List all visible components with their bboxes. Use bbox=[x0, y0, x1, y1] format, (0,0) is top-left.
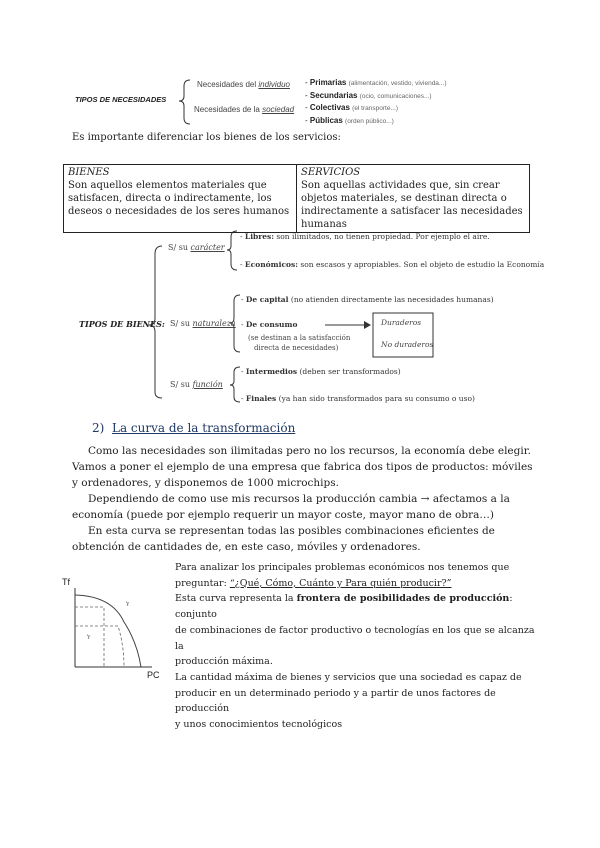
right-text-line: producción máxima. bbox=[175, 656, 273, 668]
right-text-line: La cantidad máxima de bienes y servicios que una sociedad es capaz de bbox=[175, 671, 522, 683]
necesidad-item: - Colectivas (el transporte...) bbox=[305, 103, 399, 112]
necesidad-item: - Secundarias (ocio, comunicaciones...) bbox=[305, 90, 432, 100]
bienes-title: BIENES bbox=[68, 167, 110, 178]
bien-economicos: - Económicos: son escasos y apropiables. Son el objeto de estudio la Economía bbox=[240, 260, 545, 269]
no-duraderos-label: No duraderos bbox=[381, 340, 434, 349]
graph-x-label: PC bbox=[147, 670, 160, 680]
graph-y-label: Tf bbox=[62, 577, 70, 587]
bien-consumo: - De consumo bbox=[241, 320, 298, 329]
paragraph-2: Dependiendo de como use mis recursos la producción cambia → afectamos a la economía (puede por ejemplo requerir un mayor coste, mayor mano de obra…) bbox=[72, 493, 510, 521]
servicios-text: Son aquellas actividades que, sin crear objetos materiales, se destinan directa o indirectamente a satisfacer las necesidades humanas bbox=[301, 180, 523, 230]
necesidades-sociedad: Necesidades de la sociedad bbox=[194, 105, 295, 114]
bienes-caracter: S/ su carácter bbox=[168, 243, 225, 252]
graph-mark-2: 'r bbox=[87, 635, 91, 641]
bienes-text: Son aquellos elementos materiales que satisfacen, directa o indirectamente, los deseos o necesidades de los seres humanos bbox=[68, 180, 290, 217]
right-text-line: y unos conocimientos tecnológicos bbox=[175, 719, 343, 731]
right-text-line: producir en un determinado periodo y a partir de unos factores de producción bbox=[175, 687, 496, 715]
bienes-servicios-table bbox=[63, 164, 530, 233]
bien-intermedios: - Intermedios (deben ser transformados) bbox=[241, 367, 401, 376]
bien-capital: - De capital (no atienden directamente las necesidades humanas) bbox=[241, 295, 494, 304]
necesidad-item: - Públicas (orden público...) bbox=[305, 115, 394, 125]
necesidades-list bbox=[305, 77, 447, 127]
necesidades-root: TIPOS DE NECESIDADES bbox=[75, 95, 167, 104]
right-text-line: de combinaciones de factor productivo o tecnologías en los que se alcanza la bbox=[175, 624, 535, 652]
bienes-cell bbox=[64, 165, 297, 233]
graph-mark-1: 'r bbox=[126, 602, 130, 608]
bien-finales: - Finales (ya han sido transformados para su consumo o uso) bbox=[241, 394, 475, 403]
right-text-block bbox=[175, 560, 540, 733]
section-heading: 2) La curva de la transformación bbox=[92, 421, 296, 435]
servicios-cell bbox=[297, 165, 530, 233]
intro-sentence: Es importante diferenciar los bienes de los servicios: bbox=[72, 132, 341, 143]
bienes-root: TIPOS DE BIENES: bbox=[79, 319, 165, 329]
right-text-line: preguntar: “¿Qué, Cómo, Cuánto y Para quién producir?” bbox=[175, 577, 452, 589]
paragraph-3: En esta curva se representan todas las posibles combinaciones eficientes de obtención de cantidades de, en este caso, móviles y ordenadores. bbox=[72, 525, 495, 553]
bien-libres: - Libres: son ilimitados, no tienen propiedad. Por ejemplo el aire. bbox=[240, 232, 490, 241]
duraderos-label: Duraderos bbox=[381, 318, 422, 327]
right-text-line: Para analizar los principales problemas económicos nos tenemos que bbox=[175, 562, 510, 573]
necesidad-item: - Primarias (alimentación, vestido, vivienda...) bbox=[305, 78, 447, 87]
necesidades-individuo: Necesidades del individuo bbox=[197, 80, 290, 89]
paragraph-1: Como las necesidades son ilimitadas pero no los recursos, la economía debe elegir. Vamos a poner el ejemplo de una empresa que fabrica dos tipos de productos: móviles y ordenadores, y disponemos de 1000 microchips. bbox=[72, 445, 533, 489]
bien-consumo-desc: (se destinan a la satisfacción directa de necesidades) bbox=[248, 334, 351, 352]
servicios-title: SERVICIOS bbox=[301, 167, 361, 178]
bienes-naturaleza: S/ su naturaleza bbox=[170, 319, 236, 328]
right-text-line: Esta curva representa la frontera de posibilidades de producción: conjunto bbox=[175, 593, 513, 621]
bienes-funcion: S/ su función bbox=[170, 380, 223, 389]
